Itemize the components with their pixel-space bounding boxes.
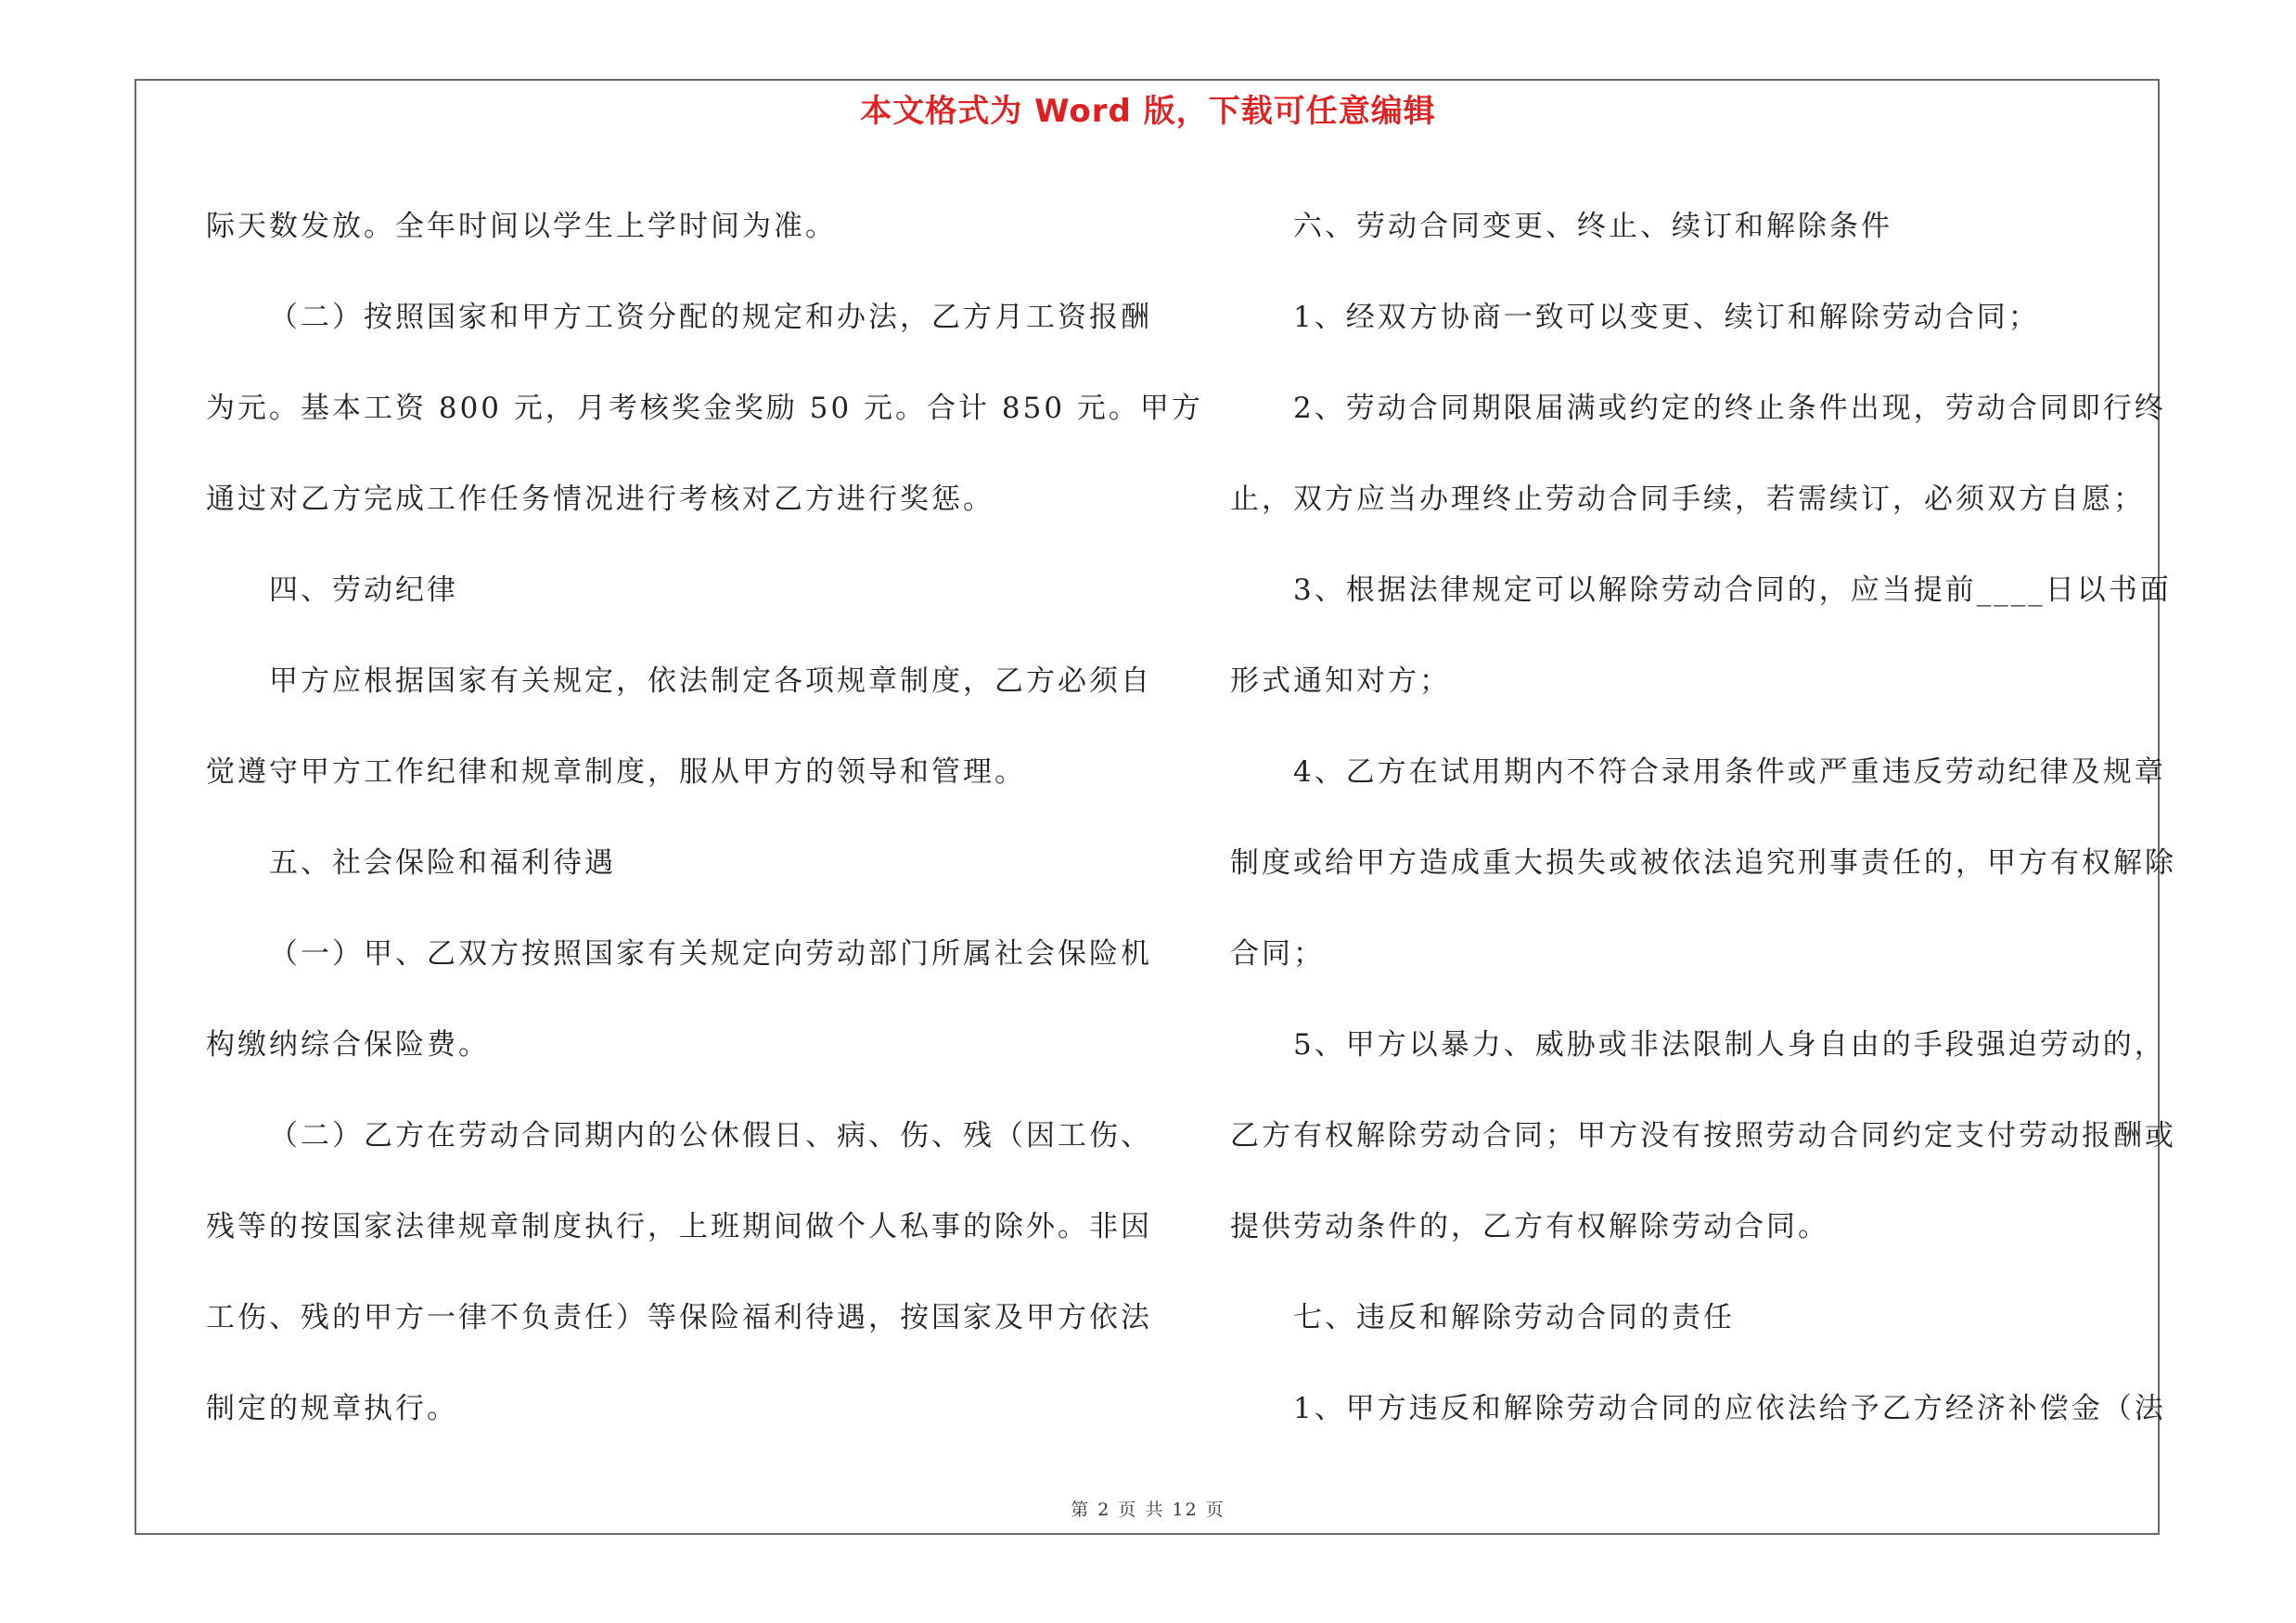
text-line: 提供劳动条件的，乙方有权解除劳动合同。 bbox=[1230, 1210, 1829, 1243]
text-line: （一）甲、乙双方按照国家有关规定向劳动部门所属社会保险机 bbox=[269, 937, 1152, 971]
text-line: 五、社会保险和福利待遇 bbox=[269, 846, 616, 880]
text-line: 制度或给甲方造成重大损失或被依法追究刑事责任的，甲方有权解除 bbox=[1230, 846, 2176, 880]
text-line: 1、经双方协商一致可以变更、续订和解除劳动合同； bbox=[1293, 301, 2040, 334]
left-text-column bbox=[206, 181, 1203, 1454]
text-line: （二）乙方在劳动合同期内的公休假日、病、伤、残（因工伤、 bbox=[269, 1119, 1152, 1153]
text-line: 1、甲方违反和解除劳动合同的应依法给予乙方经济补偿金（法 bbox=[1293, 1392, 2166, 1425]
text-line: （二）按照国家和甲方工资分配的规定和办法，乙方月工资报酬 bbox=[269, 301, 1152, 334]
right-text-column bbox=[1230, 181, 2176, 1454]
text-line: 四、劳动纪律 bbox=[269, 573, 458, 607]
text-line: 5、甲方以暴力、威胁或非法限制人身自由的手段强迫劳动的， bbox=[1293, 1028, 2166, 1062]
text-line: 4、乙方在试用期内不符合录用条件或严重违反劳动纪律及规章 bbox=[1293, 755, 2166, 789]
text-line: 通过对乙方完成工作任务情况进行考核对乙方进行奖惩。 bbox=[206, 483, 994, 516]
text-line: 六、劳动合同变更、终止、续订和解除条件 bbox=[1293, 210, 1892, 243]
text-line: 乙方有权解除劳动合同；甲方没有按照劳动合同约定支付劳动报酬或 bbox=[1230, 1119, 2176, 1153]
text-line: 觉遵守甲方工作纪律和规章制度，服从甲方的领导和管理。 bbox=[206, 755, 1026, 789]
text-line: 构缴纳综合保险费。 bbox=[206, 1028, 490, 1062]
editable-word-banner: 本文格式为 Word 版，下载可任意编辑 bbox=[860, 93, 1436, 130]
text-line: 制定的规章执行。 bbox=[206, 1392, 458, 1425]
text-line: 甲方应根据国家有关规定，依法制定各项规章制度，乙方必须自 bbox=[269, 664, 1152, 698]
text-line: 残等的按国家法律规章制度执行，上班期间做个人私事的除外。非因 bbox=[206, 1210, 1152, 1243]
text-line: 合同； bbox=[1230, 937, 1325, 971]
text-line: 七、违反和解除劳动合同的责任 bbox=[1293, 1301, 1735, 1334]
text-line: 止，双方应当办理终止劳动合同手续，若需续订，必须双方自愿； bbox=[1230, 483, 2145, 516]
text-line: 际天数发放。全年时间以学生上学时间为准。 bbox=[206, 210, 837, 243]
text-line: 3、根据法律规定可以解除劳动合同的，应当提前____日以书面 bbox=[1293, 573, 2172, 607]
text-line: 2、劳动合同期限届满或约定的终止条件出现，劳动合同即行终 bbox=[1293, 392, 2166, 425]
page-number-footer: 第 2 页 共 12 页 bbox=[1071, 1500, 1225, 1520]
text-line: 为元。基本工资 800 元，月考核奖金奖励 50 元。合计 850 元。甲方 bbox=[206, 392, 1203, 425]
text-line: 形式通知对方； bbox=[1230, 664, 1451, 698]
text-line: 工伤、残的甲方一律不负责任）等保险福利待遇，按国家及甲方依法 bbox=[206, 1301, 1152, 1334]
